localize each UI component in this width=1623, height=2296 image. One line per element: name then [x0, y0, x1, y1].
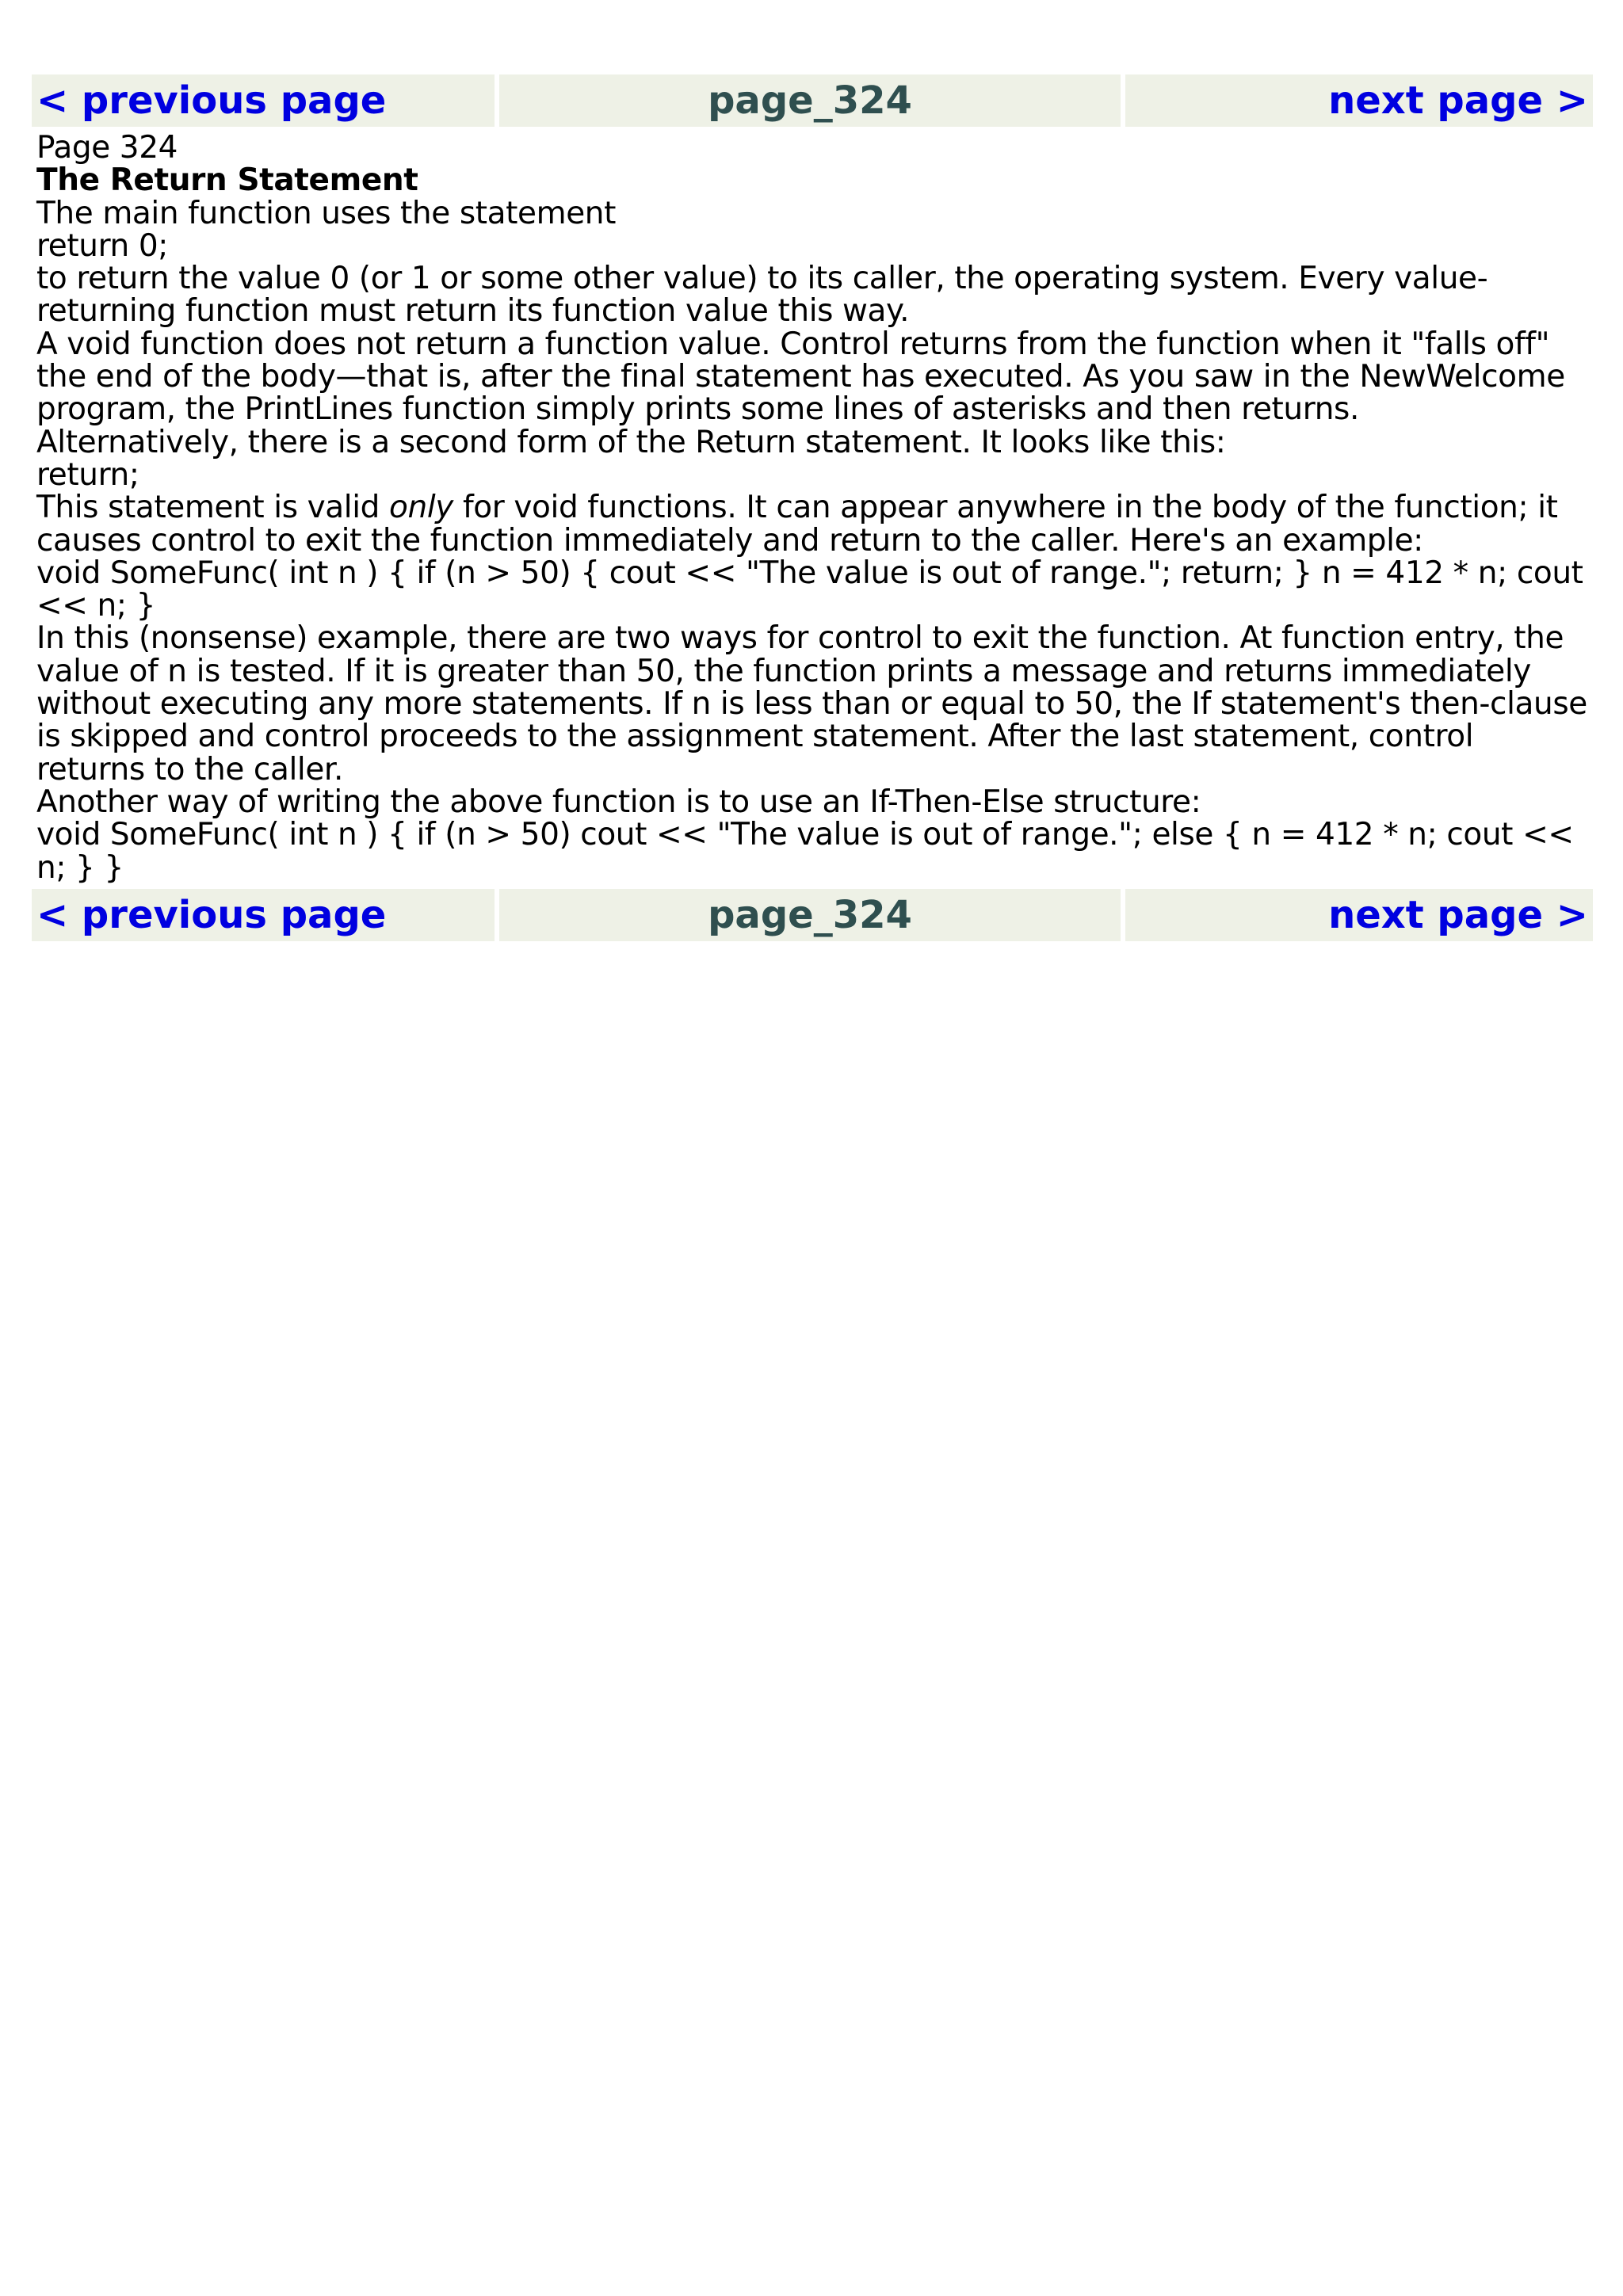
paragraph: Another way of writing the above function is to use an If-Then-Else structure: [36, 784, 1201, 820]
paragraph: The main function uses the statement [36, 195, 617, 231]
paragraph [36, 491, 1588, 557]
code-block: void SomeFunc( int n ) { if (n > 50) { cout << "The value is out of range."; return; } n = 412 * n; cout << n; } [36, 555, 1583, 624]
previous-page-link[interactable]: < previous page [32, 889, 495, 941]
paragraph: to return the value 0 (or 1 or some other value) to its caller, the operating system. Every value-returning function must return its function value this way. [36, 261, 1488, 330]
paragraph-text: This statement is valid [36, 490, 390, 526]
next-page-link[interactable]: next page > [1125, 74, 1593, 127]
bottom-navigation-bar [32, 889, 1593, 941]
page-number: Page 324 [36, 130, 178, 166]
paragraph-text: for void functions. It can appear anywhere in the body of the function; it causes control to exit the function immediately and return to the caller. Here's an example: [36, 490, 1558, 559]
previous-page-link[interactable]: < previous page [32, 74, 495, 127]
page-label: page_324 [499, 889, 1121, 941]
page-label: page_324 [499, 74, 1121, 127]
paragraph: A void function does not return a function value. Control returns from the function when it "falls off" the end of the body—that is, after the final statement has executed. As you saw in the NewWelcome program, the PrintLines function simply prints some lines of asterisks and then returns. [36, 326, 1565, 428]
section-heading: The Return Statement [36, 162, 418, 199]
page [32, 74, 1593, 941]
paragraph: Alternatively, there is a second form of the Return statement. It looks like this: [36, 424, 1226, 460]
next-page-link[interactable]: next page > [1125, 889, 1593, 941]
emphasis-text: only [389, 490, 453, 526]
top-navigation-bar [32, 74, 1593, 127]
page-content [32, 132, 1593, 884]
paragraph: In this (nonsense) example, there are two ways for control to exit the function. At function entry, the value of n is tested. If it is greater than 50, the function prints a message and returns immediately without executing any more statements. If n is less than or equal to 50, the If statement's then-clause is skipped and control proceeds to the assignment statement. After the last statement, control returns to the caller. [36, 620, 1587, 788]
code-line: return; [36, 456, 139, 493]
code-line: return 0; [36, 227, 168, 264]
code-block: void SomeFunc( int n ) { if (n > 50) cout << "The value is out of range."; else { n = 412 * n; cout << n; } } [36, 817, 1574, 886]
